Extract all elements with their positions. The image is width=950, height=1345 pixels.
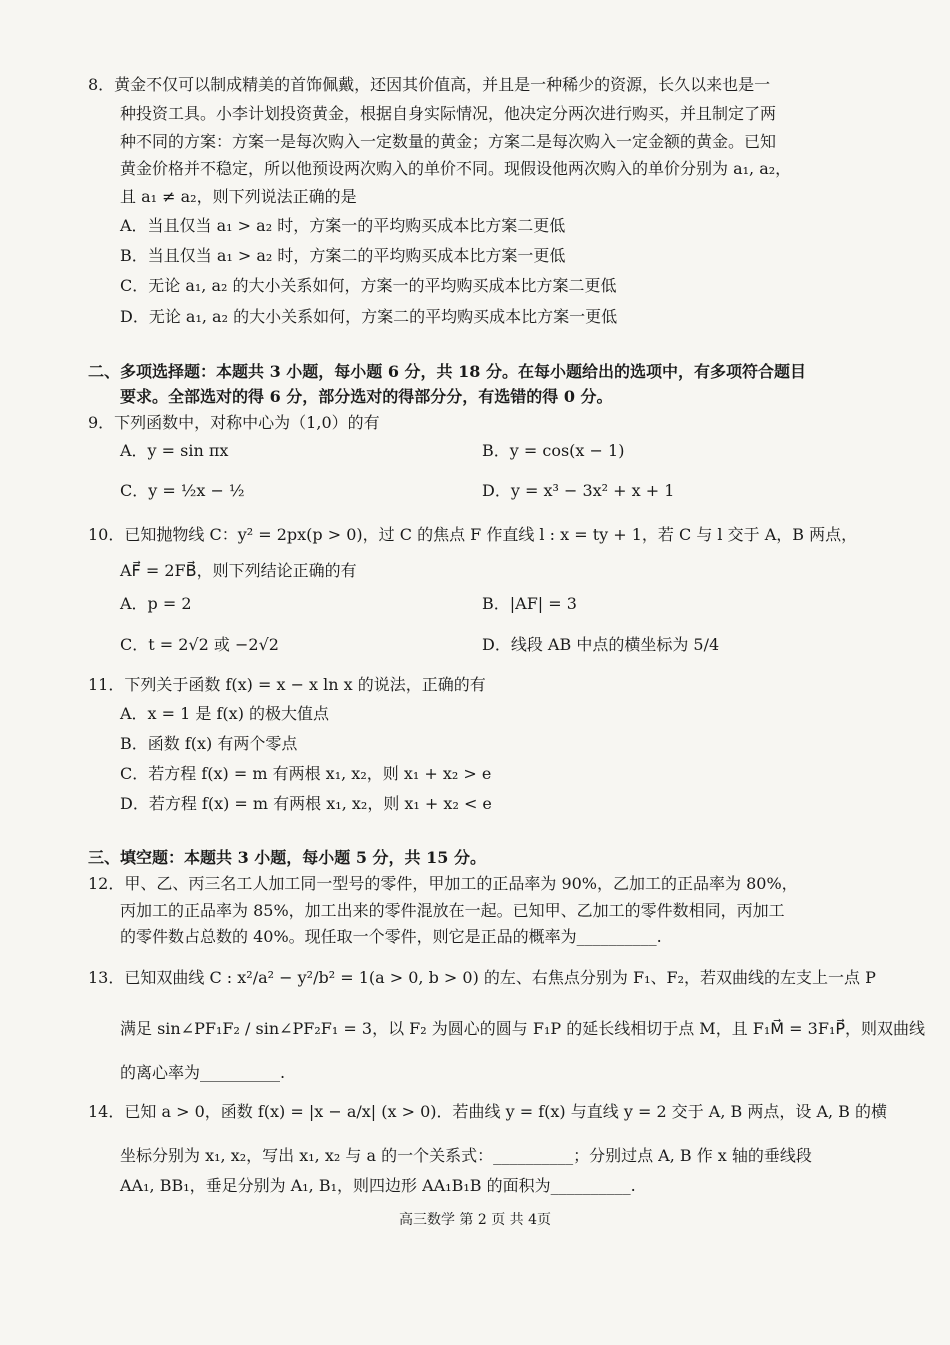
q13-line-2: 满足 sin∠PF₁F₂ / sin∠PF₂F₁ = 3，以 F₂ 为圆心的圆与 F₁P 的延长线相切于点 M，且 F₁M⃗ = 3F₁P⃗，则双曲线	[120, 1019, 926, 1038]
q12-line-3: 的零件数占总数的 40%。现任取一个零件，则它是正品的概率为__________.	[120, 927, 662, 946]
page-footer: 高三数学 第 2 页 共 4页	[398, 1212, 552, 1228]
q8-option-b: B．当且仅当 a₁ > a₂ 时，方案二的平均购买成本比方案一更低	[120, 246, 566, 265]
q8-line-3: 种不同的方案：方案一是每次购入一定数量的黄金；方案二是每次购入一定金额的黄金。已知	[120, 132, 777, 151]
q10-option-d: D．线段 AB 中点的横坐标为 5/4	[482, 635, 720, 654]
q10-option-a: A．p = 2	[120, 594, 192, 613]
q11-stem: 11．下列关于函数 f(x) = x − x ln x 的说法，正确的有	[88, 675, 486, 694]
q13-line-1: 13．已知双曲线 C : x²/a² − y²/b² = 1(a > 0, b > 0) 的左、右焦点分别为 F₁、F₂，若双曲线的左支上一点 P	[88, 968, 876, 987]
q14-line-3: AA₁, BB₁，垂足分别为 A₁, B₁，则四边形 AA₁B₁B 的面积为__________.	[120, 1176, 636, 1195]
q8-option-a: A．当且仅当 a₁ > a₂ 时，方案一的平均购买成本比方案二更低	[120, 216, 566, 235]
q8-line-1: 8．黄金不仅可以制成精美的首饰佩戴，还因其价值高，并且是一种稀少的资源，长久以来也是一	[88, 75, 771, 94]
q9-stem: 9．下列函数中，对称中心为（1,0）的有	[88, 413, 380, 432]
q10-option-c: C．t = 2√2 或 −2√2	[120, 635, 279, 654]
q14-line-1: 14．已知 a > 0，函数 f(x) = |x − a/x| (x > 0)．若曲线 y = f(x) 与直线 y = 2 交于 A, B 两点，设 A, B 的横	[88, 1102, 888, 1121]
q8-line-5: 且 a₁ ≠ a₂，则下列说法正确的是	[120, 187, 357, 206]
q11-option-c: C．若方程 f(x) = m 有两根 x₁, x₂，则 x₁ + x₂ > e	[120, 764, 492, 783]
section3-heading: 三、填空题：本题共 3 小题，每小题 5 分，共 15 分。	[88, 848, 486, 867]
q12-line-2: 丙加工的正品率为 85%，加工出来的零件混放在一起。已知甲、乙加工的零件数相同，丙加工	[120, 901, 785, 920]
q9-option-c: C．y = ½x − ½	[120, 481, 245, 500]
q11-option-a: A．x = 1 是 f(x) 的极大值点	[120, 704, 330, 723]
q12-line-1: 12．甲、乙、丙三名工人加工同一型号的零件，甲加工的正品率为 90%，乙加工的正品率为 80%，	[88, 874, 798, 893]
q9-option-d: D．y = x³ − 3x² + x + 1	[482, 481, 675, 500]
q8-option-d: D．无论 a₁, a₂ 的大小关系如何，方案二的平均购买成本比方案一更低	[120, 307, 618, 326]
q8-line-2: 种投资工具。小李计划投资黄金，根据自身实际情况，他决定分两次进行购买，并且制定了两	[120, 104, 777, 123]
q9-option-b: B．y = cos(x − 1)	[482, 441, 625, 460]
q11-option-b: B．函数 f(x) 有两个零点	[120, 734, 298, 753]
section2-heading-1: 二、多项选择题：本题共 3 小题，每小题 6 分，共 18 分。在每小题给出的选项中，有多项符合题目	[88, 362, 806, 381]
q13-line-3: 的离心率为__________.	[120, 1063, 286, 1082]
q10-line-1: 10．已知抛物线 C：y² = 2px(p > 0)，过 C 的焦点 F 作直线 l : x = ty + 1，若 C 与 l 交于 A，B 两点，	[88, 525, 858, 544]
q8-option-c: C．无论 a₁, a₂ 的大小关系如何，方案一的平均购买成本比方案二更低	[120, 276, 617, 295]
q11-option-d: D．若方程 f(x) = m 有两根 x₁, x₂，则 x₁ + x₂ < e	[120, 794, 492, 813]
q10-option-b: B．|AF| = 3	[482, 594, 577, 613]
q9-option-a: A．y = sin πx	[120, 441, 229, 460]
q8-line-4: 黄金价格并不稳定，所以他预设两次购入的单价不同。现假设他两次购入的单价分别为 a₁, a₂，	[120, 159, 792, 178]
section2-heading-2: 要求。全部选对的得 6 分，部分选对的得部分分，有选错的得 0 分。	[120, 387, 613, 406]
q14-line-2: 坐标分别为 x₁, x₂，写出 x₁, x₂ 与 a 的一个关系式：__________；分别过点 A, B 作 x 轴的垂线段	[120, 1146, 812, 1165]
q10-line-2: AF⃗ = 2FB⃗，则下列结论正确的有	[120, 561, 357, 580]
